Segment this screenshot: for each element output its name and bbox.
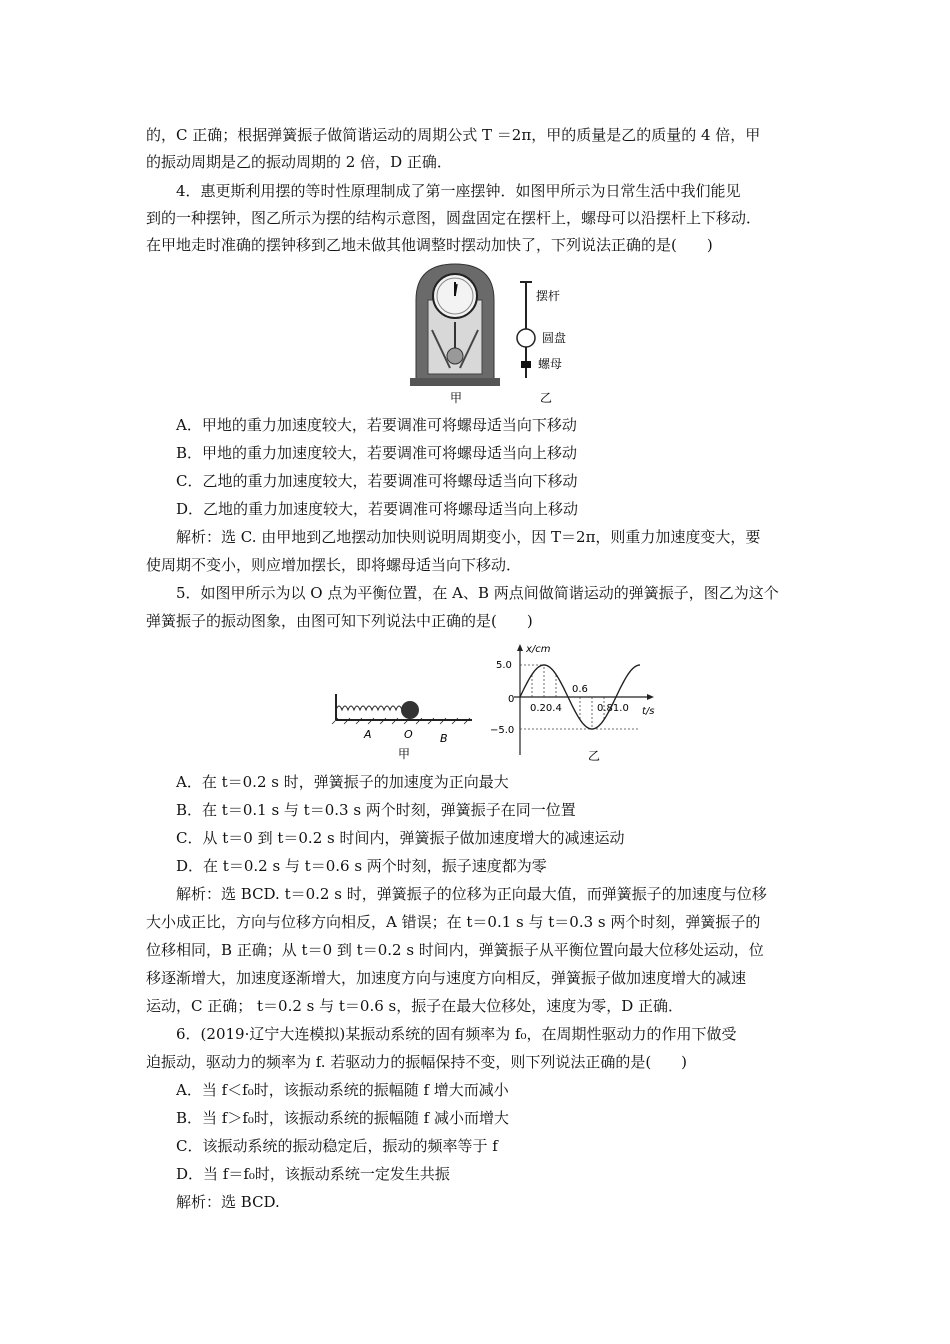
pendulum-clock-figure bbox=[410, 260, 610, 406]
y-axis-label: x/cm bbox=[526, 644, 551, 655]
label-disc: 圆盘 bbox=[542, 331, 567, 345]
oscillator-ball bbox=[401, 701, 419, 719]
q4-option-a: A．甲地的重力加速度较大，若要调准可将螺母适当向下移动 bbox=[176, 416, 577, 434]
spring bbox=[336, 706, 408, 710]
q5-solution-4: 移逐渐增大，加速度逐渐增大，加速度方向与速度方向相反，弹簧振子做加速度增大的减速 bbox=[146, 969, 747, 987]
q5-option-b: B．在 t＝0.1 s 与 t＝0.3 s 两个时刻，弹簧振子在同一位置 bbox=[176, 801, 576, 819]
caption-yi-1: 乙 bbox=[540, 391, 553, 405]
pendulum-disc bbox=[517, 329, 535, 347]
tick-0204: 0.20.4 bbox=[530, 703, 562, 714]
label-rod: 摆杆 bbox=[536, 289, 561, 303]
q5-line-1: 5．如图甲所示为以 O 点为平衡位置，在 A、B 两点间做简谐运动的弹簧振子，图乙为这个 bbox=[176, 584, 779, 602]
pendulum-nut bbox=[521, 361, 531, 368]
clock-base bbox=[410, 378, 500, 386]
q4-line-1: 4．惠更斯利用摆的等时性原理制成了第一座摆钟．如图甲所示为日常生活中我们能见 bbox=[176, 182, 741, 200]
clock-pendulum-bob bbox=[447, 348, 463, 364]
q5-solution-1: 解析：选 BCD. t＝0.2 s 时，弹簧振子的位移为正向最大值，而弹簧振子的加速度与位移 bbox=[176, 885, 767, 903]
q6-option-d: D．当 f＝f₀时，该振动系统一定发生共振 bbox=[176, 1165, 450, 1183]
q6-line-1: 6．(2019·辽宁大连模拟)某振动系统的固有频率为 f₀，在周期性驱动力的作用下做受 bbox=[176, 1025, 737, 1043]
tick-neg5: −5.0 bbox=[490, 725, 515, 736]
q4-option-d: D．乙地的重力加速度较大，若要调准可将螺母适当向上移动 bbox=[176, 500, 579, 518]
q5-option-c: C．从 t＝0 到 t＝0.2 s 时间内，弹簧振子做加速度增大的减速运动 bbox=[176, 829, 625, 847]
q6-line-2: 迫振动，驱动力的频率为 f. 若驱动力的振幅保持不变，则下列说法正确的是( ) bbox=[146, 1053, 688, 1071]
q4-solution-1: 解析：选 C. 由甲地到乙地摆动加快则说明周期变小，因 T＝2π，则重力加速度变大，要 bbox=[176, 528, 761, 546]
tick-06: 0.6 bbox=[572, 684, 588, 695]
caption-jia-2: 甲 bbox=[398, 747, 411, 760]
q5-option-d: D．在 t＝0.2 s 与 t＝0.6 s 两个时刻，振子速度都为零 bbox=[176, 857, 547, 875]
line-1: 的，C 正确；根据弹簧振子做简谐运动的周期公式 T ＝2π，甲的质量是乙的质量的 4 倍，甲 bbox=[146, 126, 761, 144]
label-O: O bbox=[404, 728, 413, 741]
x-axis-label: t/s bbox=[642, 706, 655, 717]
tick-0810: 0.81.0 bbox=[597, 703, 629, 714]
tick-5: 5.0 bbox=[496, 660, 512, 671]
tick-0: 0 bbox=[508, 694, 515, 705]
q4-option-b: B．甲地的重力加速度较大，若要调准可将螺母适当向上移动 bbox=[176, 444, 578, 462]
label-A: A bbox=[364, 728, 372, 741]
q4-solution-2: 使周期不变小，则应增加摆长，即将螺母适当向下移动． bbox=[146, 556, 522, 574]
q6-option-c: C．该振动系统的振动稳定后，振动的频率等于 f bbox=[176, 1137, 498, 1155]
q5-line-2: 弹簧振子的振动图象，由图可知下列说法中正确的是( ) bbox=[146, 612, 533, 630]
q5-option-a: A．在 t＝0.2 s 时，弹簧振子的加速度为正向最大 bbox=[176, 773, 509, 791]
q5-solution-3: 位移相同，B 正确；从 t＝0 到 t＝0.2 s 时间内，弹簧振子从平衡位置向最大位移处运动，位 bbox=[146, 941, 764, 959]
q5-solution-2: 大小成正比，方向与位移方向相反，A 错误；在 t＝0.1 s 与 t＝0.3 s 两个时刻，弹簧振子的 bbox=[146, 913, 761, 931]
spring-oscillator-figure bbox=[330, 690, 480, 760]
q6-option-b: B．当 f＞f₀时，该振动系统的振幅随 f 减小而增大 bbox=[176, 1109, 509, 1127]
line-2: 的振动周期是乙的振动周期的 2 倍，D 正确． bbox=[146, 153, 452, 171]
q6-option-a: A．当 f＜f₀时，该振动系统的振幅随 f 增大而减小 bbox=[176, 1081, 509, 1099]
q6-solution-1: 解析：选 BCD. bbox=[176, 1193, 280, 1211]
q5-solution-5: 运动，C 正确； t＝0.2 s 与 t＝0.6 s，振子在最大位移处，速度为零，D 正确． bbox=[146, 997, 684, 1015]
q4-line-2: 到的一种摆钟，图乙所示为摆的结构示意图，圆盘固定在摆杆上，螺母可以沿摆杆上下移动． bbox=[146, 209, 762, 227]
label-nut: 螺母 bbox=[538, 357, 563, 371]
vibration-graph bbox=[490, 640, 670, 765]
q4-line-3: 在甲地走时准确的摆钟移到乙地未做其他调整时摆动加快了，下列说法正确的是( ) bbox=[146, 236, 713, 254]
caption-yi-2: 乙 bbox=[588, 749, 601, 763]
q4-option-c: C．乙地的重力加速度较大，若要调准可将螺母适当向下移动 bbox=[176, 472, 578, 490]
caption-jia-1: 甲 bbox=[450, 391, 463, 405]
label-B: B bbox=[440, 732, 448, 745]
